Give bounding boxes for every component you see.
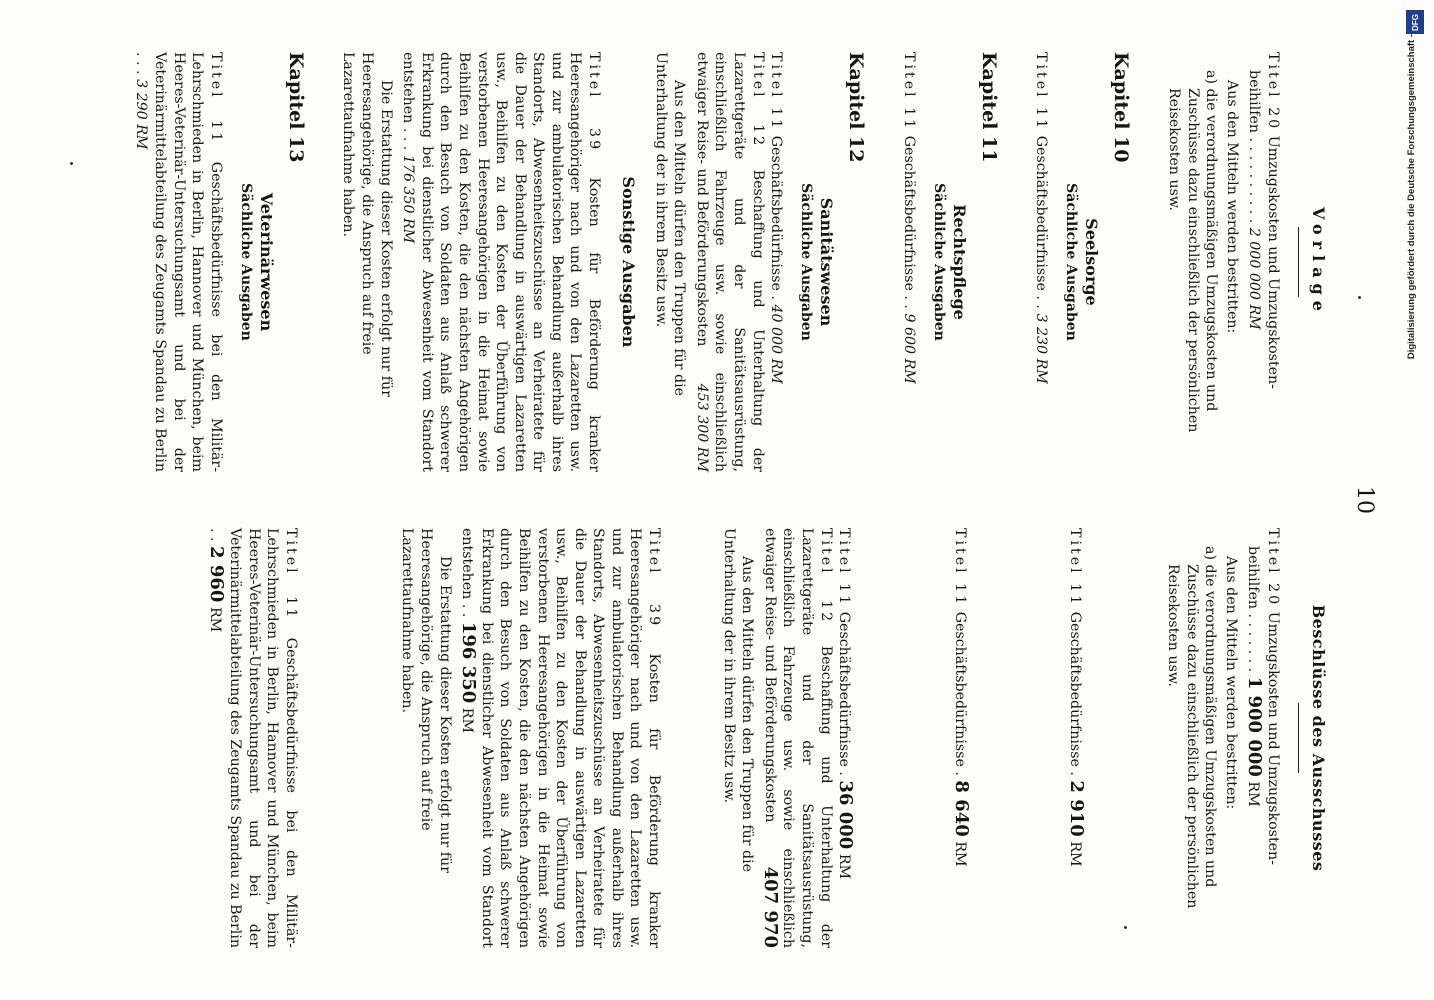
column-heading-vorlage: Vorlage [1309, 207, 1328, 317]
titel-amount: 3 290 RM [133, 79, 150, 150]
titel-label: Titel 11 [900, 52, 917, 132]
leader-dots: . . [900, 295, 917, 309]
kapitel-12-heading: Kapitel 12 [845, 52, 868, 163]
digitization-note: Digitalisierung gefördert durch die Deutsche Forschungsgemeinschaft - [1406, 34, 1417, 360]
titel20-entry [1244, 528, 1282, 948]
section-heading: Veterinärwesen [256, 192, 276, 332]
titel-text: Geschäftsbedürfnisse [1033, 135, 1050, 291]
titel39-entry [458, 528, 664, 948]
titel-text: Geschäftsbedürfnisse [900, 135, 917, 291]
leader-dots: . . . [133, 52, 150, 75]
titel11-entry [206, 528, 300, 948]
heading-rule [1298, 227, 1299, 297]
titel-label: Titel 11 [836, 528, 853, 608]
titel12-entry [760, 528, 834, 948]
titel-label: Titel 11 [1033, 52, 1050, 132]
titel-amount: 8 640 [950, 780, 972, 837]
currency-unit: RM [1067, 841, 1084, 867]
titel11-entry [767, 52, 786, 472]
titel-amount: 196 350 [458, 621, 480, 704]
leader-dots: . . [1033, 295, 1050, 309]
scan-speck [70, 162, 73, 165]
scan-speck [1124, 926, 1127, 929]
titel11-entry [899, 52, 918, 472]
kapitel-11-heading: Kapitel 11 [977, 52, 1000, 163]
digitization-stamp [1406, 34, 1426, 514]
page-number: 10 [1352, 486, 1377, 514]
section-subheading: Sächliche Ausgaben [798, 183, 815, 341]
titel39-entry [399, 52, 604, 472]
titel-label: Titel 11 [768, 52, 785, 132]
leader-dots: . [951, 771, 968, 776]
titel-subitem-a: a) die verordnungsmäßigen Umzugskosten und Zuschüsse dazu einschließlich der persönlichen Reisekosten usw. [1165, 546, 1219, 909]
titel-note: Die Erstattung dieser Kosten erfolgt nur für Heeresangehörige, die Anspruch auf freie Lazarettaufnahme haben. [340, 52, 394, 397]
titel-amount: 407 970 [759, 866, 781, 948]
titel-label: Titel 11 [282, 528, 299, 621]
rotated-document-page [27, 20, 1407, 980]
titel-amount: 453 300 RM [693, 383, 710, 472]
leader-dots: . . . . . . . [1245, 613, 1262, 673]
titel-text: Geschäftsbedürfnisse [768, 135, 785, 291]
titel-text: Geschäftsbedürfnisse bei den Militär-Lehrschmieden in Berlin, Hannover und München, beim Heeres-Veterinär-Untersuchungsamt und bei der Veterinärmittelabteilung des Zeugamts Spandau zu Berlin [152, 52, 224, 472]
currency-unit: RM [459, 707, 476, 734]
titel-amount: 36 000 [835, 780, 857, 850]
column-beschluesse [206, 528, 1327, 948]
titel12-entry [692, 52, 766, 472]
titel-note: Aus den Mitteln dürfen den Truppen für die Unterhaltung der in ihrem Besitz usw. [720, 528, 756, 873]
titel-text: Beschaffung und Unterhaltung der Lazarettgeräte und der Sanitätsausrüstung, einschließlich Fahrzeuge usw. sowie einschließlich etwaiger Reise- und Beförderungskosten [761, 528, 834, 949]
leader-dots: . [1067, 771, 1084, 776]
leader-dots: . . [459, 603, 476, 618]
section-subheading: Sächliche Ausgaben [237, 183, 254, 341]
titel11-entry [1066, 528, 1086, 948]
section-heading: Rechtspflege [949, 204, 969, 320]
leader-dots: . . . [400, 127, 417, 151]
currency-unit: RM [1245, 781, 1262, 807]
titel-label: Titel 11 [1067, 528, 1084, 608]
titel-amount: 2 960 [206, 546, 228, 603]
titel-text: Kosten für Beförderung kranker Heeresangehöriger nach und von den Lazaretten usw. und zur ambulatorischen Behandlung außerhalb ihres Standorts, Abwesenheitszuschüsse an Verheiratete für die Dauer der Behandlung in auswärtigen Lazaretten usw., Beihilfen zu den Kosten der Überführung von verstorbenen Heeresangehörigen in die Heimat sowie Beihilfen zu den Kosten, die den nächsten Angehörigen durch den Besuch von Soldaten aus Anlaß schwerer Erkrankung bei dienstlicher Abwesenheit vom Standort entstehen [400, 52, 603, 472]
titel-label: Titel 20 [1265, 528, 1281, 608]
titel-label: Titel 12 [749, 52, 766, 149]
leader-dots: . [768, 295, 785, 300]
column-heading-beschluesse: Beschlüsse des Ausschusses [1309, 604, 1328, 872]
titel-label: Titel 11 [951, 528, 968, 608]
kapitel-13-heading: Kapitel 13 [284, 52, 307, 163]
section-subheading: Sächliche Ausgaben [930, 183, 947, 341]
leader-dots: . . . . . . . . . . [1246, 137, 1263, 224]
titel11-entry [950, 528, 970, 948]
section-heading-sonstige: Sonstige Ausgaben [619, 176, 639, 348]
titel11-entry [132, 52, 225, 472]
titel-label: Titel 39 [586, 52, 603, 153]
leader-dots: . [836, 771, 853, 776]
section-heading: Sanitätswesen [817, 197, 837, 327]
heading-rule [1298, 703, 1299, 773]
titel-label: Titel 20 [1265, 52, 1281, 132]
leader-dots: . . [207, 528, 224, 542]
section-subheading: Sächliche Ausgaben [1063, 183, 1080, 341]
titel11-entry [835, 528, 855, 948]
titel-amount: 2 000 000 RM [1246, 227, 1263, 330]
titel-note: Aus den Mitteln werden bestritten: [1222, 556, 1239, 810]
titel-text: Kosten für Beförderung kranker Heeresangehöriger nach und von den Lazaretten usw. und zur ambulatorischen Behandlung außerhalb ihres Standorts, Abwesenheitszuschüsse an Verheiratete für die Dauer der Behandlung in auswärtigen Lazaretten usw., Beihilfen zu den Kosten der Überführung von verstorbenen Heeresangehörigen in die Heimat sowie Beihilfen zu den Kosten, die den nächsten Angehörigen durch den Besuch von Soldaten aus Anlaß schwerer Erkrankung bei dienstlicher Abwesenheit vom Standort entstehen [459, 528, 663, 948]
currency-unit: RM [951, 841, 968, 867]
currency-unit: RM [207, 606, 224, 633]
titel-amount: 1 900 000 [1244, 676, 1266, 777]
titel-amount: 176 350 RM [400, 154, 417, 244]
section-heading: Seelsorge [1082, 218, 1102, 306]
titel-text: Geschäftsbedürfnisse bei den Militär-Lehrschmieden in Berlin, Hannover und München, beim Heeres-Veterinär-Untersuchungsamt und bei der Veterinärmittelabteilung des Zeugamts Spandau zu Berlin [227, 528, 299, 948]
titel-note: Aus den Mitteln werden bestritten: [1223, 80, 1240, 334]
titel-text: Beschaffung und Unterhaltung der Lazarettgeräte und der Sanitätsausrüstung, einschließlich Fahrzeuge usw. sowie einschließlich etwaiger Reise- und Beförderungskosten [693, 52, 766, 473]
titel-label: Titel 39 [646, 528, 663, 629]
titel-text-continued: beihilfen [1245, 546, 1262, 610]
titel-note: Aus den Mitteln dürfen den Truppen für die Unterhaltung der in ihrem Besitz usw. [652, 52, 688, 397]
titel-text: Umzugskosten und Umzugskosten- [1265, 611, 1281, 865]
titel-text: Geschäftsbedürfnisse [951, 611, 968, 767]
scan-speck [1358, 296, 1361, 299]
titel-text: Umzugskosten und Umzugskosten- [1265, 135, 1281, 389]
titel-label: Titel 12 [817, 528, 834, 625]
titel-amount: 3 230 RM [1033, 313, 1050, 384]
titel-text-continued: beihilfen [1246, 70, 1263, 134]
titel-label: Titel 11 [207, 52, 224, 145]
titel20-entry [1245, 52, 1282, 472]
titel-amount: 9 600 RM [900, 313, 917, 384]
currency-unit: RM [836, 853, 853, 880]
titel-amount: 40 000 RM [768, 304, 785, 384]
titel11-entry [1032, 52, 1051, 472]
dfg-logo: DFG [1406, 10, 1424, 34]
titel-subitem-a: a) die verordnungsmäßigen Umzugskosten und Zuschüsse dazu einschließlich der persönlichen Reisekosten usw. [1166, 70, 1220, 433]
titel-note: Die Erstattung dieser Kosten erfolgt nur für Heeresangehörige, die Anspruch auf freie Lazarettaufnahme haben. [399, 528, 453, 873]
titel-text: Geschäftsbedürfnisse [1067, 611, 1084, 767]
titel-amount: 2 910 [1066, 780, 1088, 837]
column-vorlage [132, 52, 1327, 472]
kapitel-10-heading: Kapitel 10 [1110, 52, 1133, 163]
titel-text: Geschäftsbedürfnisse [836, 611, 853, 767]
